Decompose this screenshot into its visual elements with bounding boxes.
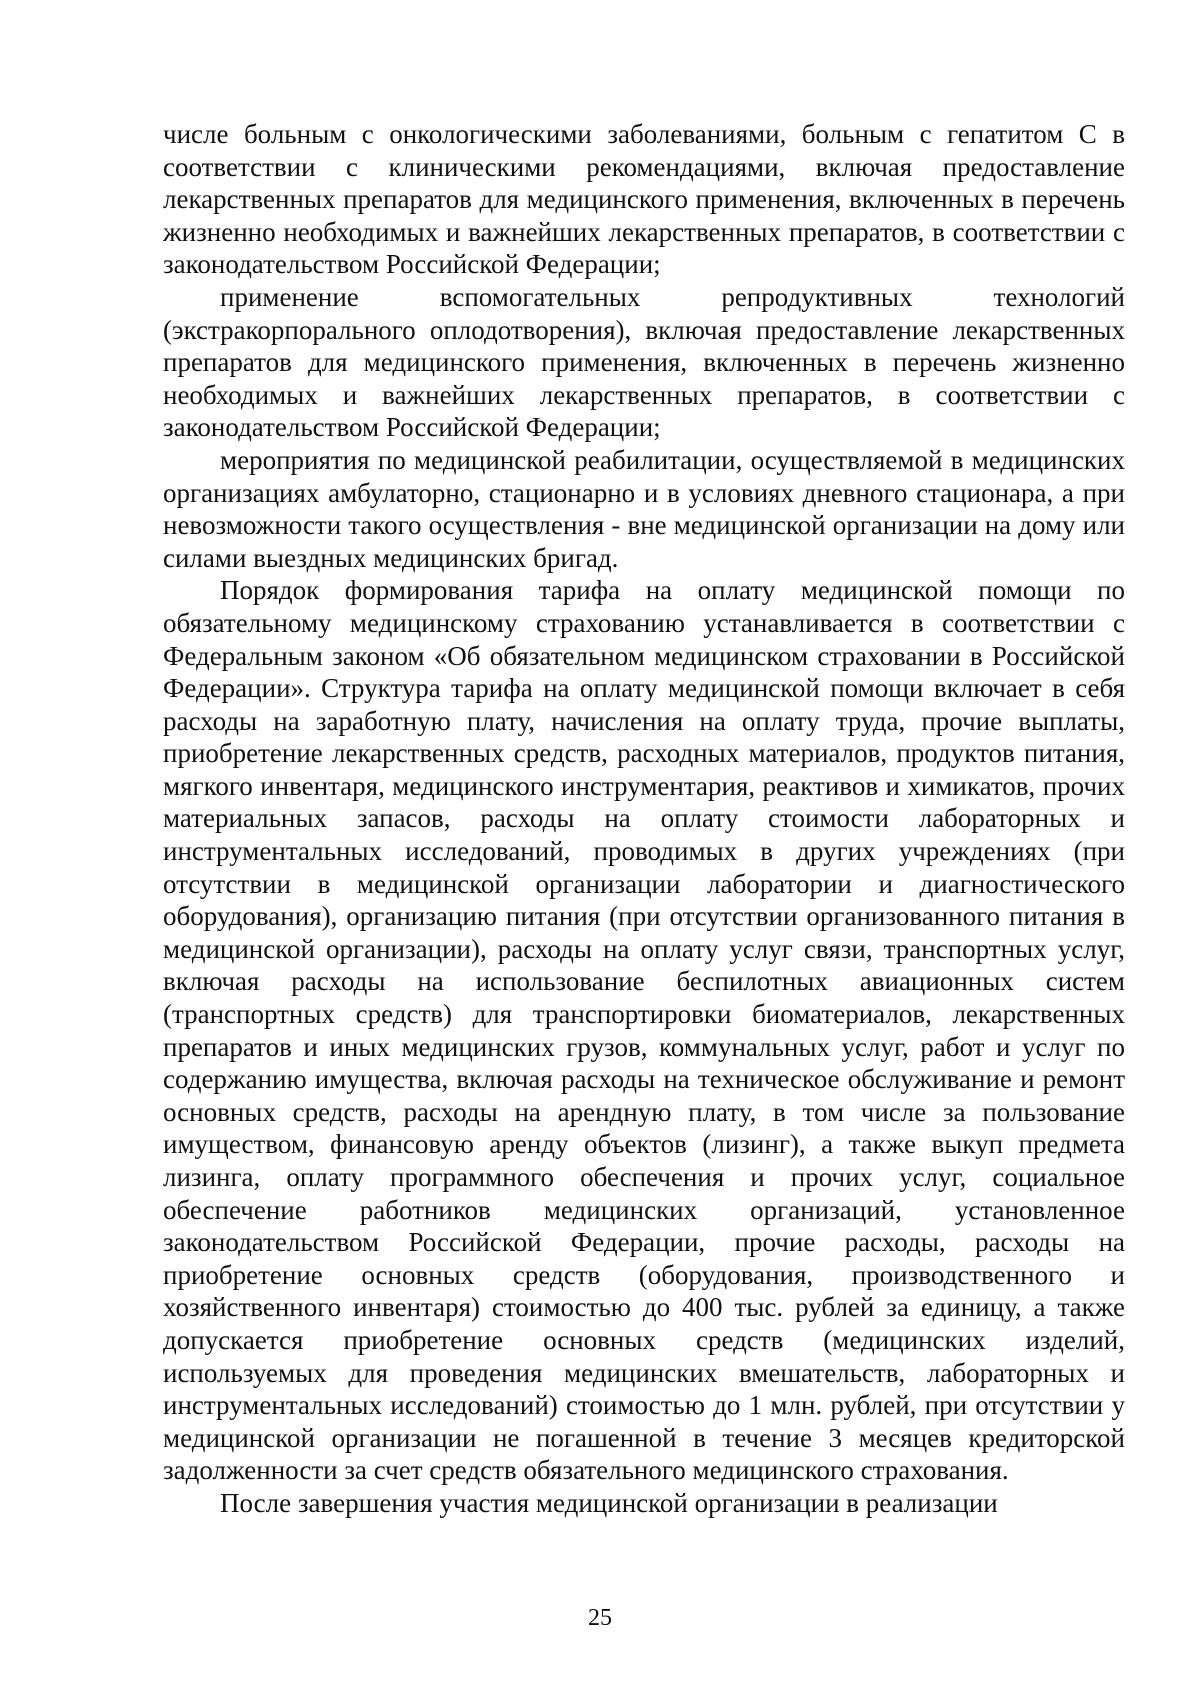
paragraph-reproductive-technologies: применение вспомогательных репродуктивных технологий (экстракорпорального оплодотворения), включая предоставление лекарственных препаратов для медицинского применения, включенных в перечень жизненно необходимых и важнейших лекарственных препаратов, в соответствии с законодательством Российской Федерации; [163,281,1125,443]
paragraph-after-completion: После завершения участия медицинской организации в реализации [220,1487,998,1518]
paragraph-tariff-structure: Порядок формирования тарифа на оплату медицинской помощи по обязательному медицинскому страхованию устанавливается в соответствии с Федеральным законом «Об обязательном медицинском страховании в Российской Федерации». Структура тарифа на оплату медицинской помощи включает в себя расходы на заработную плату, начисления на оплату труда, прочие выплаты, приобретение лекарственных средств, расходных материалов, продуктов питания, мягкого инвентаря, медицинского инструментария, реактивов и химикатов, прочих материальных запасов, расходы на оплату стоимости лабораторных и инструментальных исследований, проводимых в других учреждениях (при отсутствии в медицинской организации лаборатории и диагностического оборудования), организацию питания (при отсутствии организованного питания в медицинской организации), расходы на оплату услуг связи, транспортных услуг, включая расходы на использование беспилотных авиационных систем (транспортных средств) для транспортировки биоматериалов, лекарственных препаратов и иных медицинских грузов, коммунальных услуг, работ и услуг по содержанию имущества, включая расходы на техническое обслуживание и ремонт основных средств, расходы на арендную плату, в том числе за пользование имуществом, финансовую аренду объектов (лизинг), а также выкуп предмета лизинга, оплату программного обеспечения и прочих услуг, социальное обеспечение работников медицинских организаций, установленное законодательством Российской Федерации, прочие расходы, расходы на приобретение основных средств (оборудования, производственного и хозяйственного инвентаря) стоимостью до 400 тыс. рублей за единицу, а также допускается приобретение основных средств (медицинских изделий, используемых для проведения медицинских вмешательств, лабораторных и инструментальных исследований) стоимостью до 1 млн. рублей, при отсутствии у медицинской организации не погашенной в течение 3 месяцев кредиторской задолженности за счет средств обязательного медицинского страхования. [163,575,1125,1486]
page-number: 25 [588,1605,612,1631]
paragraph-rehabilitation: мероприятия по медицинской реабилитации, осуществляемой в медицинских организациях амбулаторно, стационарно и в условиях дневного стационара, а при невозможности такого осуществления - вне медицинской организации на дому или силами выездных медицинских бригад. [163,444,1125,573]
body-text [163,118,1125,1520]
paragraph-continuation: числе больным с онкологическими заболеваниями, больным с гепатитом С в соответствии с клиническими рекомендациями, включая предоставление лекарственных препаратов для медицинского применения, включенных в перечень жизненно необходимых и важнейших лекарственных препаратов, в соответствии с законодательством Российской Федерации; [163,119,1125,280]
